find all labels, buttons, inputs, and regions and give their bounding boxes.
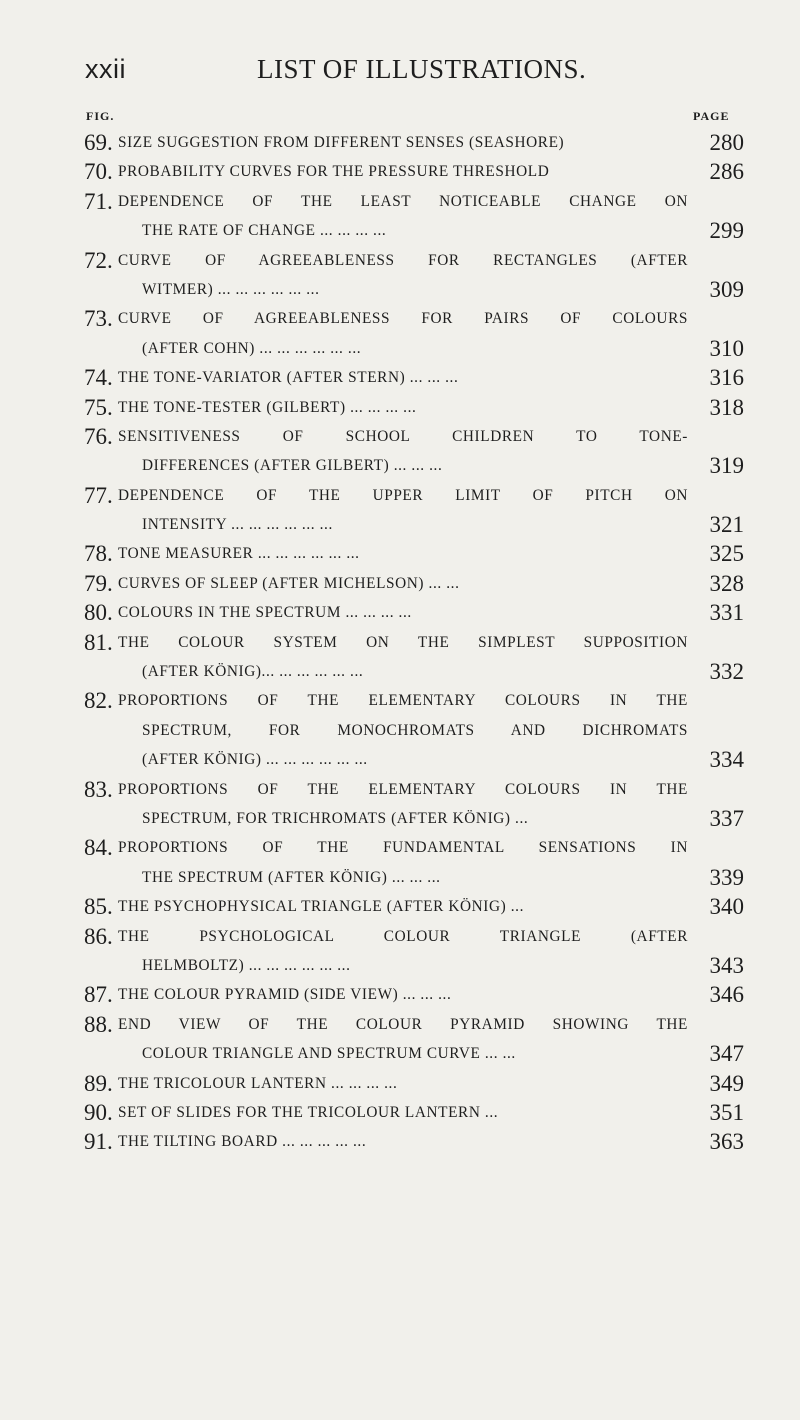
figure-title: (AFTER KÖNIG) ... ... ... ... ... ...: [142, 751, 368, 769]
figure-title: SENSITIVENESS OF SCHOOL CHILDREN TO TONE-: [118, 427, 688, 445]
list-item: [84, 1127, 744, 1156]
figure-number: 70.: [84, 159, 113, 185]
list-item: [84, 157, 744, 186]
figure-title: WITMER) ... ... ... ... ... ...: [142, 280, 320, 298]
figure-number: 82.: [84, 688, 113, 714]
list-item: [84, 1010, 744, 1069]
entry-line: [84, 1098, 744, 1127]
entry-line: [84, 481, 744, 510]
figure-title: SET OF SLIDES FOR THE TRICOLOUR LANTERN ...: [118, 1103, 499, 1121]
entry-line: [84, 892, 744, 921]
page-number: 316: [709, 365, 744, 391]
figure-title: THE COLOUR SYSTEM ON THE SIMPLEST SUPPOSITION: [118, 633, 688, 651]
page-number: 337: [709, 805, 744, 831]
figure-number: 72.: [84, 247, 113, 273]
figure-title: DIFFERENCES (AFTER GILBERT) ... ... ...: [142, 457, 443, 475]
figure-title: CURVE OF AGREEABLENESS FOR RECTANGLES (AFTER: [118, 251, 688, 269]
entry-line: [84, 598, 744, 627]
list-item: [84, 304, 744, 363]
entry-line: [84, 804, 744, 833]
figure-title: INTENSITY ... ... ... ... ... ...: [142, 516, 333, 534]
entry-line: [84, 657, 744, 686]
page-number: 286: [709, 159, 744, 185]
list-item: [84, 1098, 744, 1127]
list-item: [84, 775, 744, 834]
figure-title: SPECTRUM, FOR MONOCHROMATS AND DICHROMATS: [142, 721, 688, 739]
list-item: [84, 569, 744, 598]
figure-number: 76.: [84, 423, 113, 449]
figure-number: 78.: [84, 541, 113, 567]
entry-line: [84, 716, 744, 745]
figure-title: (AFTER KÖNIG)... ... ... ... ... ...: [142, 663, 364, 681]
figure-number: 87.: [84, 982, 113, 1008]
figure-title: PROBABILITY CURVES FOR THE PRESSURE THRESHOLD: [118, 163, 550, 181]
entry-line: [84, 304, 744, 333]
entry-line: [84, 980, 744, 1009]
entry-line: [84, 1039, 744, 1068]
entry-line: [84, 128, 744, 157]
figure-number: 85.: [84, 894, 113, 920]
page-number: 363: [709, 1129, 744, 1155]
figure-number: 90.: [84, 1099, 113, 1125]
figure-number: 71.: [84, 188, 113, 214]
figure-number: 88.: [84, 1011, 113, 1037]
figure-number: 80.: [84, 600, 113, 626]
entry-line: [84, 246, 744, 275]
entry-line: [84, 510, 744, 539]
figure-title: THE TONE-VARIATOR (AFTER STERN) ... ... ...: [118, 369, 459, 387]
list-item: [84, 598, 744, 627]
figure-title: THE PSYCHOLOGICAL COLOUR TRIANGLE (AFTER: [118, 927, 688, 945]
figure-title: HELMBOLTZ) ... ... ... ... ... ...: [142, 956, 351, 974]
figure-title: TONE MEASURER ... ... ... ... ... ...: [118, 545, 360, 563]
page-number: 346: [709, 982, 744, 1008]
entry-line: [84, 863, 744, 892]
page-column-heading: PAGE: [693, 109, 730, 123]
figure-title: THE COLOUR PYRAMID (SIDE VIEW) ... ... ...: [118, 986, 452, 1004]
page-number: 351: [709, 1099, 744, 1125]
list-item: [84, 628, 744, 687]
figure-number: 83.: [84, 776, 113, 802]
entry-line: [84, 628, 744, 657]
page-number: 299: [709, 218, 744, 244]
figure-title: PROPORTIONS OF THE FUNDAMENTAL SENSATIONS IN: [118, 839, 688, 857]
entry-line: [84, 1010, 744, 1039]
figure-title: SPECTRUM, FOR TRICHROMATS (AFTER KÖNIG) ...: [142, 809, 529, 827]
figure-title: THE TONE-TESTER (GILBERT) ... ... ... ...: [118, 398, 417, 416]
figure-number: 89.: [84, 1070, 113, 1096]
illustration-list: [84, 128, 744, 1157]
list-item: [84, 246, 744, 305]
list-item: [84, 393, 744, 422]
figure-title: END VIEW OF THE COLOUR PYRAMID SHOWING THE: [118, 1015, 688, 1033]
fig-column-heading: FIG.: [86, 109, 115, 123]
page-number: 343: [709, 952, 744, 978]
figure-title: THE SPECTRUM (AFTER KÖNIG) ... ... ...: [142, 868, 441, 886]
figure-title: THE PSYCHOPHYSICAL TRIANGLE (AFTER KÖNIG) ...: [118, 898, 525, 916]
list-item: [84, 922, 744, 981]
figure-title: COLOUR TRIANGLE AND SPECTRUM CURVE ... ...: [142, 1045, 516, 1063]
figure-number: 69.: [84, 130, 113, 155]
entry-line: [84, 216, 744, 245]
page-number: 347: [709, 1041, 744, 1067]
page-number: 318: [709, 394, 744, 420]
list-item: [84, 422, 744, 481]
entry-line: [84, 1069, 744, 1098]
list-item: [84, 833, 744, 892]
entry-line: [84, 569, 744, 598]
entry-line: [84, 157, 744, 186]
entry-line: [84, 745, 744, 774]
figure-title: CURVE OF AGREEABLENESS FOR PAIRS OF COLOURS: [118, 310, 688, 328]
page-header: [85, 54, 725, 90]
figure-title: THE TILTING BOARD ... ... ... ... ...: [118, 1133, 367, 1151]
figure-number: 77.: [84, 482, 113, 508]
list-item: [84, 539, 744, 568]
page-number: 321: [709, 512, 744, 538]
entry-line: [84, 393, 744, 422]
page-number: 340: [709, 894, 744, 920]
figure-number: 84.: [84, 835, 113, 861]
figure-number: 75.: [84, 394, 113, 420]
figure-number: 79.: [84, 570, 113, 596]
figure-title: COLOURS IN THE SPECTRUM ... ... ... ...: [118, 604, 412, 622]
page-number: 339: [709, 864, 744, 890]
figure-title: SIZE SUGGESTION FROM DIFFERENT SENSES (SEASHORE): [118, 134, 565, 151]
entry-line: [84, 451, 744, 480]
entry-line: [84, 1127, 744, 1156]
figure-title: DEPENDENCE OF THE LEAST NOTICEABLE CHANGE ON: [118, 192, 688, 210]
page-number: 331: [709, 600, 744, 626]
page-number: 332: [709, 659, 744, 685]
entry-line: [84, 775, 744, 804]
figure-number: 73.: [84, 306, 113, 332]
list-item: [84, 481, 744, 540]
running-title: LIST OF ILLUSTRATIONS.: [257, 54, 587, 84]
list-item: [84, 892, 744, 921]
entry-line: [84, 275, 744, 304]
entry-line: [84, 187, 744, 216]
page-number: 280: [709, 130, 744, 155]
page-number: 328: [709, 570, 744, 596]
page-number: 310: [709, 335, 744, 361]
page-number: 325: [709, 541, 744, 567]
figure-title: THE TRICOLOUR LANTERN ... ... ... ...: [118, 1074, 398, 1092]
entry-line: [84, 686, 744, 715]
page-number: 349: [709, 1070, 744, 1096]
page-number: 334: [709, 747, 744, 773]
entry-line: [84, 422, 744, 451]
entry-line: [84, 833, 744, 862]
figure-title: PROPORTIONS OF THE ELEMENTARY COLOURS IN THE: [118, 692, 688, 710]
figure-title: DEPENDENCE OF THE UPPER LIMIT OF PITCH ON: [118, 486, 688, 504]
figure-number: 86.: [84, 923, 113, 949]
figure-title: CURVES OF SLEEP (AFTER MICHELSON) ... ...: [118, 574, 460, 592]
figure-title: (AFTER COHN) ... ... ... ... ... ...: [142, 339, 362, 357]
list-item: [84, 128, 744, 157]
figure-title: PROPORTIONS OF THE ELEMENTARY COLOURS IN THE: [118, 780, 688, 798]
entry-line: [84, 922, 744, 951]
figure-number: 81.: [84, 629, 113, 655]
list-item: [84, 686, 744, 774]
page-number: 309: [709, 276, 744, 302]
page-folio: xxii: [85, 54, 126, 84]
page-number: 319: [709, 453, 744, 479]
figure-title: THE RATE OF CHANGE ... ... ... ...: [142, 222, 387, 240]
entry-line: [84, 334, 744, 363]
figure-number: 74.: [84, 365, 113, 391]
entry-line: [84, 539, 744, 568]
list-item: [84, 363, 744, 392]
list-item: [84, 980, 744, 1009]
figure-number: 91.: [84, 1129, 113, 1155]
list-item: [84, 1069, 744, 1098]
entry-line: [84, 363, 744, 392]
entry-line: [84, 951, 744, 980]
list-item: [84, 187, 744, 246]
